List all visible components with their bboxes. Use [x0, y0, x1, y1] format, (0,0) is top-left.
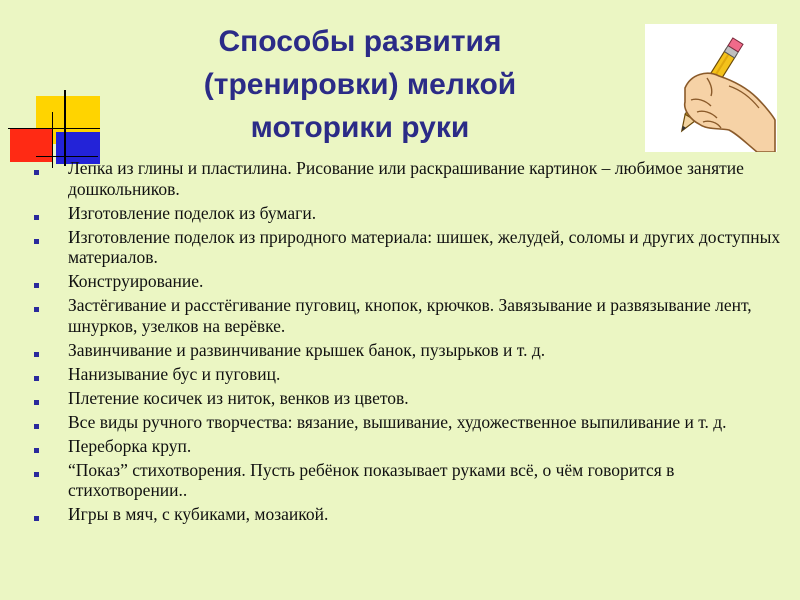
title-line: (тренировки) мелкой	[203, 68, 517, 101]
decorative-line	[36, 156, 98, 157]
bullet-square-icon	[34, 352, 39, 357]
list-item	[30, 460, 790, 501]
hand-writing-with-pencil-icon	[645, 24, 777, 152]
list-item	[30, 388, 790, 409]
list-item-text: “Показ” стихотворения. Пусть ребёнок показывает руками всё, о чём говорится в стихотворении..	[68, 459, 675, 500]
title-line: моторики руки	[250, 111, 470, 144]
list-item-text: Игры в мяч, с кубиками, мозаикой.	[68, 504, 329, 524]
bullet-square-icon	[34, 376, 39, 381]
list-item	[30, 295, 790, 336]
list-item	[30, 227, 790, 268]
bullet-square-icon	[34, 170, 39, 175]
slide-title	[105, 20, 615, 149]
list-item-text: Завинчивание и развинчивание крышек банок, пузырьков и т. д.	[68, 339, 546, 360]
list-item-text: Переборка круп.	[68, 435, 192, 456]
list-item	[30, 158, 790, 199]
bullet-square-icon	[34, 215, 39, 220]
list-item	[30, 436, 790, 457]
bullet-square-icon	[34, 424, 39, 429]
list-item	[30, 504, 790, 525]
list-item	[30, 412, 790, 433]
title-line: Способы развития	[218, 25, 502, 58]
list-item-text: Изготовление поделок из природного материала: шишек, желудей, соломы и других доступных материалов.	[68, 226, 781, 267]
bullet-square-icon	[34, 472, 39, 477]
bullet-list	[30, 158, 790, 528]
bullet-square-icon	[34, 516, 39, 521]
bullet-square-icon	[34, 448, 39, 453]
bullet-square-icon	[34, 307, 39, 312]
list-item-text: Застёгивание и расстёгивание пуговиц, кнопок, крючков. Завязывание и развязывание лент, шнурков, узелков на верёвке.	[68, 295, 752, 336]
list-item	[30, 340, 790, 361]
list-item-text: Нанизывание бус и пуговиц.	[68, 363, 281, 384]
list-item	[30, 364, 790, 385]
bullet-square-icon	[34, 283, 39, 288]
list-item-text: Лепка из глины и пластилина. Рисование или раскрашивание картинок – любимое занятие дошкольников.	[68, 158, 744, 199]
list-item	[30, 203, 790, 224]
list-item-text: Плетение косичек из ниток, венков из цветов.	[68, 387, 409, 408]
list-item-text: Конструирование.	[68, 271, 204, 291]
bullet-square-icon	[34, 239, 39, 244]
list-item	[30, 271, 790, 292]
list-item-text: Все виды ручного творчества: вязание, вышивание, художественное выпиливание и т. д.	[68, 411, 727, 432]
bullet-square-icon	[34, 400, 39, 405]
decorative-line	[8, 128, 100, 129]
list-item-text: Изготовление поделок из бумаги.	[68, 202, 317, 223]
